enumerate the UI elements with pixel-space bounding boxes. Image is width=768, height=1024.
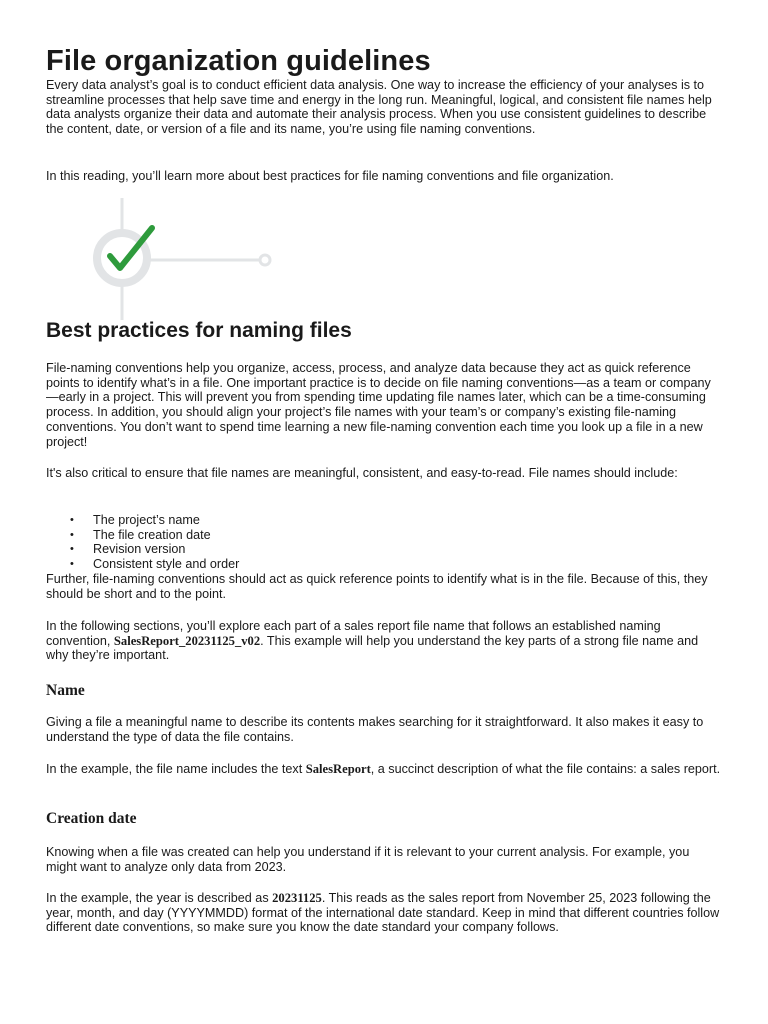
best-practices-heading: Best practices for naming files (46, 319, 352, 342)
list-item: • The project’s name (46, 513, 239, 528)
best-practices-paragraph-1: File-naming conventions help you organize, access, process, and analyze data because they act as quick reference points to identify what’s in a file. One important practice is to decide on file naming conventions—as a team or company—early in a project. This will prevent you from spending time updating file names later, which can be a time-consuming process. In addition, you should align your project’s file names with your team’s or company’s existing file-naming conventions. You don’t want to spend time learning a new file-naming convention each time you look up a file in a new project! (46, 361, 711, 449)
name-paragraph-1: Giving a file a meaningful name to describe its contents makes searching for it straightforward. It also makes it easy to understand the type of data the file contains. (46, 715, 704, 744)
list-item: • The file creation date (46, 528, 239, 543)
example-name-part: SalesReport (305, 762, 371, 776)
list-item: • Revision version (46, 542, 239, 557)
example-file-name: SalesReport_20231125_v02 (113, 633, 261, 648)
name-heading: Name (46, 682, 85, 699)
guide-endpoint (260, 255, 270, 265)
page-title: File organization guidelines (46, 45, 431, 77)
creation-date-paragraph-2: In the example, the year is described as 20231125. This reads as the sales report from November 25, 2023 following the year, month, and day (YYYYMMDD) format of the international date standard. Keep in mind that different countries follow different date conventions, so make sure you know the date standard your company follows. (46, 891, 720, 935)
list-item: • Consistent style and order (46, 557, 239, 572)
best-practices-paragraph-2: It's also critical to ensure that file names are meaningful, consistent, and easy-to-read. File names should include: (46, 466, 678, 480)
file-name-include-list (46, 513, 239, 572)
intro-reading-paragraph: In this reading, you’ll learn more about best practices for file naming conventions and file organization. (46, 169, 614, 183)
creation-date-heading: Creation date (46, 810, 137, 827)
best-practices-paragraph-3: Further, file-naming conventions should act as quick reference points to identify what is in the file. Because of this, they should be short and to the point. (46, 572, 708, 601)
intro-paragraph: Every data analyst’s goal is to conduct efficient data analysis. One way to increase the efficiency of your analyses is to streamline processes that help save time and energy in the long run. Meaningful, logical, and consistent file names help data analysts organize their data and automate their analysis process. When you use consistent guidelines to describe the content, date, or version of a file and its name, you’re using file naming conventions. (46, 78, 712, 137)
name-paragraph-2: In the example, the file name includes the text SalesReport, a succinct description of what the file contains: a sales report. (46, 762, 721, 776)
creation-date-paragraph-1: Knowing when a file was created can help you understand if it is relevant to your current analysis. For example, you might want to analyze only data from 2023. (46, 845, 690, 874)
example-date-part: 20231125 (272, 891, 322, 905)
checkmark-illustration (90, 198, 280, 320)
best-practices-paragraph-4: In the following sections, you’ll explore each part of a sales report file name that follows an established naming convention, SalesReport_20231125_v02. This example will help you understand the key parts of a strong file name and why they’re important. (46, 619, 699, 663)
